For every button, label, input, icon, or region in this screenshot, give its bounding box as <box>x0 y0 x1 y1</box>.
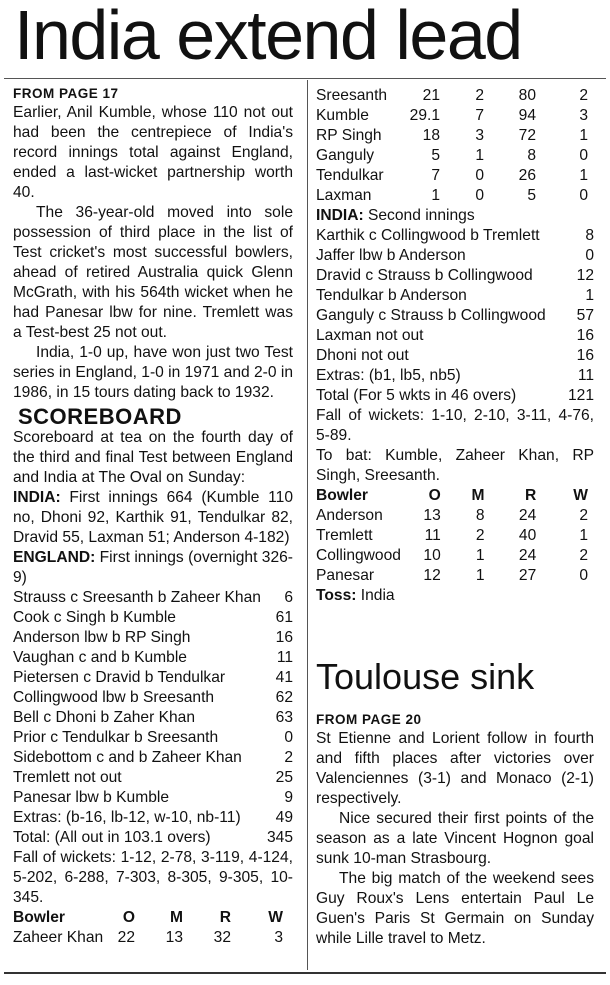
bowler-name: Panesar <box>316 567 375 584</box>
batsman: Cook c Singh b Kumble <box>13 609 176 626</box>
runs: 121 <box>567 387 594 404</box>
scoreboard-intro: Scoreboard at tea on the fourth day of the third and final Test between England and India at The Oval on Sunday: <box>13 429 293 486</box>
team-label: ENGLAND: <box>13 549 96 566</box>
bowler-name: Laxman <box>316 187 372 204</box>
header-bowler: Bowler <box>13 909 65 926</box>
runs: 1 <box>585 287 594 304</box>
runs-conceded: 24 <box>518 507 537 524</box>
runs: 12 <box>576 267 594 284</box>
runs: 2 <box>284 749 293 766</box>
runs: 9 <box>284 789 293 806</box>
batsman: Prior c Tendulkar b Sreesanth <box>13 729 219 746</box>
batsman: Pietersen c Dravid b Tendulkar <box>13 669 226 686</box>
runs-conceded: 40 <box>518 527 537 544</box>
innings-summary: First innings (overnight 326-9) <box>13 549 293 586</box>
header-overs: O <box>122 909 135 926</box>
header-overs: O <box>428 487 441 504</box>
fall-of-wickets: Fall of wickets: 1-12, 2-78, 3-119, 4-124, 5-202, 6-288, 7-303, 8-305, 9-305, 10-345. <box>13 849 293 906</box>
right-column <box>316 86 594 606</box>
runs: 16 <box>576 347 594 364</box>
paragraph: Earlier, Anil Kumble, whose 110 not out had been the centrepiece of India's record innings total against England, ended a last-wicket partnership worth 40. <box>13 104 293 201</box>
runs: 61 <box>275 609 293 626</box>
batting-row <box>316 346 594 366</box>
runs: 0 <box>284 729 293 746</box>
batting-row <box>13 748 293 768</box>
bowling-table <box>316 486 588 586</box>
runs: 8 <box>585 227 594 244</box>
overs: 11 <box>424 527 441 544</box>
maidens: 13 <box>165 929 183 946</box>
overs: 10 <box>423 547 441 564</box>
batting-row <box>316 266 594 286</box>
batting-row <box>13 788 293 808</box>
bowler-name: Tremlett <box>316 527 373 544</box>
bowler-name: RP Singh <box>316 127 382 144</box>
runs-conceded: 26 <box>518 167 536 184</box>
batting-row <box>13 608 293 628</box>
header-bowler: Bowler <box>316 487 368 504</box>
bowling-row <box>316 86 588 106</box>
batting-list <box>316 226 594 406</box>
bowling-row <box>316 566 588 586</box>
runs: 62 <box>275 689 293 706</box>
to-bat: To bat: Kumble, Zaheer Khan, RP Singh, Sreesanth. <box>316 447 594 484</box>
team-label: INDIA: <box>13 489 61 506</box>
batting-list <box>13 588 293 848</box>
runs-conceded: 8 <box>527 147 536 164</box>
runs-conceded: 24 <box>518 547 537 564</box>
paragraph: The big match of the weekend sees Guy Roux's Lens entertain Paul Le Guen's Paris St Germain on Sunday while Lille travel to Metz. <box>316 870 594 947</box>
india-second-innings <box>316 206 594 226</box>
header-wickets: W <box>573 487 588 504</box>
bowler-name: Sreesanth <box>316 87 388 104</box>
runs: 57 <box>576 307 594 324</box>
header-maidens: M <box>170 909 183 926</box>
runs-conceded: 72 <box>518 127 536 144</box>
runs: 11 <box>276 649 293 666</box>
overs: 21 <box>422 87 440 104</box>
kicker: FROM PAGE 20 <box>316 712 422 727</box>
wickets: 1 <box>579 167 588 184</box>
batsman: Sidebottom c and b Zaheer Khan <box>13 749 242 766</box>
batsman: Jaffer lbw b Anderson <box>316 247 466 264</box>
runs-conceded: 27 <box>518 567 537 584</box>
runs: 345 <box>266 829 293 846</box>
paragraph: St Etienne and Lorient follow in fourth and fifth places after victories over Valenciennes (3-1) and Monaco (2-1) respectively. <box>316 730 594 807</box>
wickets: 2 <box>579 87 588 104</box>
bowling-row <box>316 106 588 126</box>
column-divider <box>307 80 308 970</box>
batting-row <box>13 648 293 668</box>
batting-row <box>13 668 293 688</box>
england-first-innings <box>13 548 293 588</box>
runs: 16 <box>275 629 293 646</box>
wickets: 1 <box>579 127 588 144</box>
batting-row <box>316 226 594 246</box>
header-runs: R <box>219 909 231 926</box>
batsman: Laxman not out <box>316 327 424 344</box>
maidens: 1 <box>475 547 485 564</box>
maidens: 2 <box>475 527 485 544</box>
maidens: 3 <box>475 127 484 144</box>
bowler-name: Ganguly <box>316 147 375 164</box>
overs: 1 <box>431 187 440 204</box>
batsman: Collingwood lbw b Sreesanth <box>13 689 215 706</box>
overs: 12 <box>423 567 441 584</box>
team-label: INDIA: <box>316 207 364 224</box>
extras-label: Extras: (b-16, lb-12, w-10, nb-11) <box>13 809 241 826</box>
batting-row <box>13 728 293 748</box>
runs-conceded: 80 <box>518 87 536 104</box>
batting-row <box>316 246 594 266</box>
maidens: 2 <box>475 87 484 104</box>
batsman: Vaughan c and b Kumble <box>13 649 187 666</box>
bowling-header-row <box>316 486 588 506</box>
fall-of-wickets: Fall of wickets: 1-10, 2-10, 3-11, 4-76, 5-89. <box>316 407 594 444</box>
paragraph: Nice secured their first points of the season as a late Vincent Hognon goal sunk 10-man Strasbourg. <box>316 810 594 867</box>
innings-summary: Second innings <box>363 207 475 224</box>
wickets: 2 <box>579 547 588 564</box>
overs: 5 <box>431 147 440 164</box>
bowler-name: Kumble <box>316 107 369 124</box>
batsman: Tendulkar b Anderson <box>316 287 467 304</box>
runs: 6 <box>284 589 293 606</box>
second-story <box>316 712 594 949</box>
bowling-row <box>316 146 588 166</box>
bowling-header-row <box>13 908 283 928</box>
extras-row <box>13 808 293 828</box>
bowling-table-continued <box>316 86 588 206</box>
wickets: 0 <box>579 147 588 164</box>
runs: 41 <box>275 669 293 686</box>
toss <box>316 586 594 606</box>
overs: 29.1 <box>409 107 440 124</box>
bowling-row <box>316 126 588 146</box>
runs: 63 <box>275 709 293 726</box>
total-row <box>13 828 293 848</box>
overs: 13 <box>423 507 441 524</box>
wickets: 1 <box>579 527 588 544</box>
overs: 7 <box>431 167 440 184</box>
innings-summary: First innings 664 (Kumble 110 no, Dhoni 92, Karthik 91, Tendulkar 82, Dravid 55, Laxman 51; Anderson 4-182) <box>13 489 293 546</box>
batting-row <box>13 708 293 728</box>
india-first-innings <box>13 488 293 548</box>
wickets: 0 <box>579 187 588 204</box>
batsman: Dravid c Strauss b Collingwood <box>316 267 533 284</box>
runs: 0 <box>585 247 594 264</box>
total-label: Total (For 5 wkts in 46 overs) <box>316 387 517 404</box>
batting-row <box>13 588 293 608</box>
runs: 16 <box>576 327 594 344</box>
bowling-row <box>316 526 588 546</box>
top-rule <box>4 78 606 79</box>
extras-label: Extras: (b1, lb5, nb5) <box>316 367 461 384</box>
headline: India extend lead <box>14 0 522 74</box>
maidens: 0 <box>475 187 484 204</box>
overs: 18 <box>422 127 440 144</box>
scoreboard-title: SCOREBOARD <box>18 404 182 429</box>
bowling-row <box>13 928 283 948</box>
batsman: Strauss c Sreesanth b Zaheer Khan <box>13 589 261 606</box>
overs: 22 <box>117 929 135 946</box>
batsman: Karthik c Collingwood b Tremlett <box>316 227 540 244</box>
header-runs: R <box>525 487 537 504</box>
runs: 11 <box>577 367 594 384</box>
kicker: FROM PAGE 17 <box>13 86 119 101</box>
bowler-name: Tendulkar <box>316 167 384 184</box>
header-maidens: M <box>471 487 485 504</box>
total-label: Total: (All out in 103.1 overs) <box>13 829 211 846</box>
bowler-name: Zaheer Khan <box>13 929 104 946</box>
batting-row <box>316 286 594 306</box>
paragraph: The 36-year-old moved into sole possession of third place in the list of Test cricket's most successful bowlers, ahead of retired Australia quick Glenn McGrath, with his 564th wicket when he had Panesar lbw for nine. Tremlett was a Test-best 25 not out. <box>13 204 293 341</box>
batting-row <box>13 768 293 788</box>
second-headline: Toulouse sink <box>316 656 535 697</box>
bowling-row <box>316 506 588 526</box>
wickets: 3 <box>274 929 283 946</box>
wickets: 2 <box>579 507 588 524</box>
paragraph: India, 1-0 up, have won just two Test series in England, 1-0 in 1971 and 2-0 in 1986, in 15 tours dating back to 1932. <box>13 344 294 401</box>
bowling-row <box>316 166 588 186</box>
runs-conceded: 94 <box>518 107 536 124</box>
toss-winner: India <box>356 587 395 604</box>
maidens: 1 <box>475 147 484 164</box>
left-column <box>13 86 293 948</box>
runs: 49 <box>275 809 293 826</box>
bowling-table <box>13 908 283 948</box>
runs-conceded: 5 <box>527 187 536 204</box>
bowling-row <box>316 546 588 566</box>
bowling-row <box>316 186 588 206</box>
bottom-rule <box>4 972 606 974</box>
batting-row <box>13 628 293 648</box>
bowler-name: Anderson <box>316 507 383 524</box>
batting-row <box>13 688 293 708</box>
toss-label: Toss: <box>316 587 357 604</box>
runs-conceded: 32 <box>213 929 231 946</box>
bowler-name: Collingwood <box>316 547 401 564</box>
batsman: Ganguly c Strauss b Collingwood <box>316 307 546 324</box>
maidens: 7 <box>475 107 484 124</box>
wickets: 3 <box>579 107 588 124</box>
maidens: 0 <box>475 167 484 184</box>
total-row <box>316 386 594 406</box>
batsman: Tremlett not out <box>13 769 122 786</box>
header-wickets: W <box>268 909 283 926</box>
batsman: Panesar lbw b Kumble <box>13 789 170 806</box>
batsman: Anderson lbw b RP Singh <box>13 629 191 646</box>
extras-row <box>316 366 594 386</box>
batsman: Dhoni not out <box>316 347 409 364</box>
batting-row <box>316 306 594 326</box>
maidens: 1 <box>475 567 485 584</box>
maidens: 8 <box>475 507 485 524</box>
batting-row <box>316 326 594 346</box>
runs: 25 <box>275 769 293 786</box>
wickets: 0 <box>579 567 588 584</box>
batsman: Bell c Dhoni b Zaher Khan <box>13 709 196 726</box>
